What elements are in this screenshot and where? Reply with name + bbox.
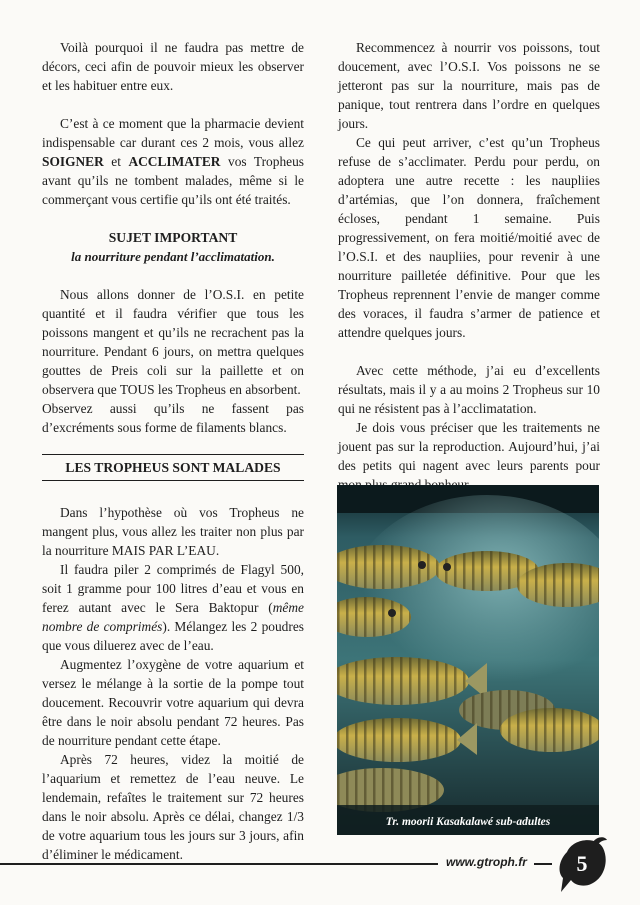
- italic-text: même nombre de comprimés: [42, 600, 304, 634]
- paragraph: Nous allons donner de l’O.S.I. en petite quantité et il faudra vérifier que tous les poissons mangent et qu’ils ne recrachent pas la nourriture. Pendant 6 jours, on mettra quelques gouttes de Preis coli sur la paillette et on observera que TOUS les Tropheus en absorbent.: [42, 287, 304, 397]
- page-number-logo: [553, 834, 609, 894]
- text-run: Il faudra piler 2 comprimés de Flagyl 500, soit 1 gramme pour 100 litres d’eau et vous en ferez autant avec le Sera Baktopur (: [42, 562, 304, 615]
- fish-photo-image: [337, 485, 599, 835]
- paragraph: [42, 114, 304, 209]
- paragraph: Dans l’hypothèse où vos Tropheus ne mangent plus, vous allez les traiter non plus par la nourriture MAIS PAR L’EAU.: [42, 505, 304, 558]
- left-column: [42, 38, 304, 864]
- paragraph: Recommencez à nourrir vos poissons, tout doucement, avec l’O.S.I. Vos poissons ne se jetteront pas sur la nourriture, mais pas de panique, tout rentrera dans l’ordre en quelques jours.: [338, 40, 600, 131]
- fish-logo-icon: [553, 834, 609, 894]
- photo-caption: Tr. moorii Kasakalawé sub-adultes: [385, 816, 551, 828]
- bold-text: ACCLIMATER: [128, 154, 221, 169]
- text-run: et: [103, 154, 129, 169]
- page-number: 5: [576, 851, 588, 876]
- footer-url[interactable]: www.gtroph.fr: [446, 855, 527, 869]
- paragraph: Après 72 heures, videz la moitié de l’aquarium et remettez de l’eau neuve. Le lendemain, refaîtes le traitement sur 72 heures dans le noir absolu. Après ce délai, changez 1/3 de votre aquarium tous les jours sur 3 jours, afin d’éliminer le médicament.: [42, 752, 304, 862]
- paragraph: Avec cette méthode, j’ai eu d’excellents résultats, mais il y a au moins 2 Tropheus sur 10 qui ne résistent pas à l’acclimatation.: [338, 363, 600, 416]
- heading-subtitle: la nourriture pendant l’acclimatation.: [71, 249, 275, 264]
- bold-text: SOIGNER: [42, 154, 104, 169]
- subject-heading: [42, 228, 304, 266]
- paragraph: [42, 560, 304, 655]
- text-run: ). Mélangez les 2 poudres que vous diluerez avec de l’eau.: [42, 619, 304, 653]
- paragraph: Augmentez l’oxygène de votre aquarium et versez le mélange à la sortie de la pompe tout doucement. Recouvrir votre aquarium qui devra être dans le noir absolu pendant 72 heures. Pas de nourriture pendant cette étape.: [42, 657, 304, 748]
- text-run: vos Tropheus avant qu’ils ne tombent malades, même si le commerçant vous certifie qu’ils ont été traités.: [42, 154, 304, 207]
- section-heading: LES TROPHEUS SONT MALADES: [42, 454, 304, 481]
- text-run: C’est à ce moment que la pharmacie devient indispensable car durant ces 2 mois, vous allez: [42, 116, 304, 150]
- paragraph: Observez aussi qu’ils ne fassent pas d’excréments sous forme de filaments blancs.: [42, 401, 304, 435]
- heading-title: SUJET IMPORTANT: [108, 230, 238, 245]
- footer-rule-right: [534, 863, 552, 865]
- paragraph: Ce qui peut arriver, c’est qu’un Tropheus refuse de s’acclimater. Perdu pour perdu, on adoptera une autre recette : les naupliies d’artémias, que l’on donnera, fraîchement écloses, pendant 1 semaine. Puis progressivement, on fera moitié/moitié avec de l’O.S.I. et des naupliies, pour revenir à une nourriture pailletée définitive. Pour que les Tropheus reprennent l’envie de manger comme des voraces, il faudra s’armer de patience et attendre quelques jours.: [338, 135, 600, 340]
- paragraph: Voilà pourquoi il ne faudra pas mettre de décors, ceci afin de pouvoir mieux les observer et les habituer entre eux.: [42, 40, 304, 93]
- right-column: [338, 38, 600, 494]
- paragraph: Je dois vous préciser que les traitements ne jouent pas sur la reproduction. Aujourd’hui, j’ai des petits qui nagent avec leurs parents pour: [338, 420, 600, 473]
- fish-photo: [337, 485, 599, 835]
- footer-rule: [0, 863, 438, 865]
